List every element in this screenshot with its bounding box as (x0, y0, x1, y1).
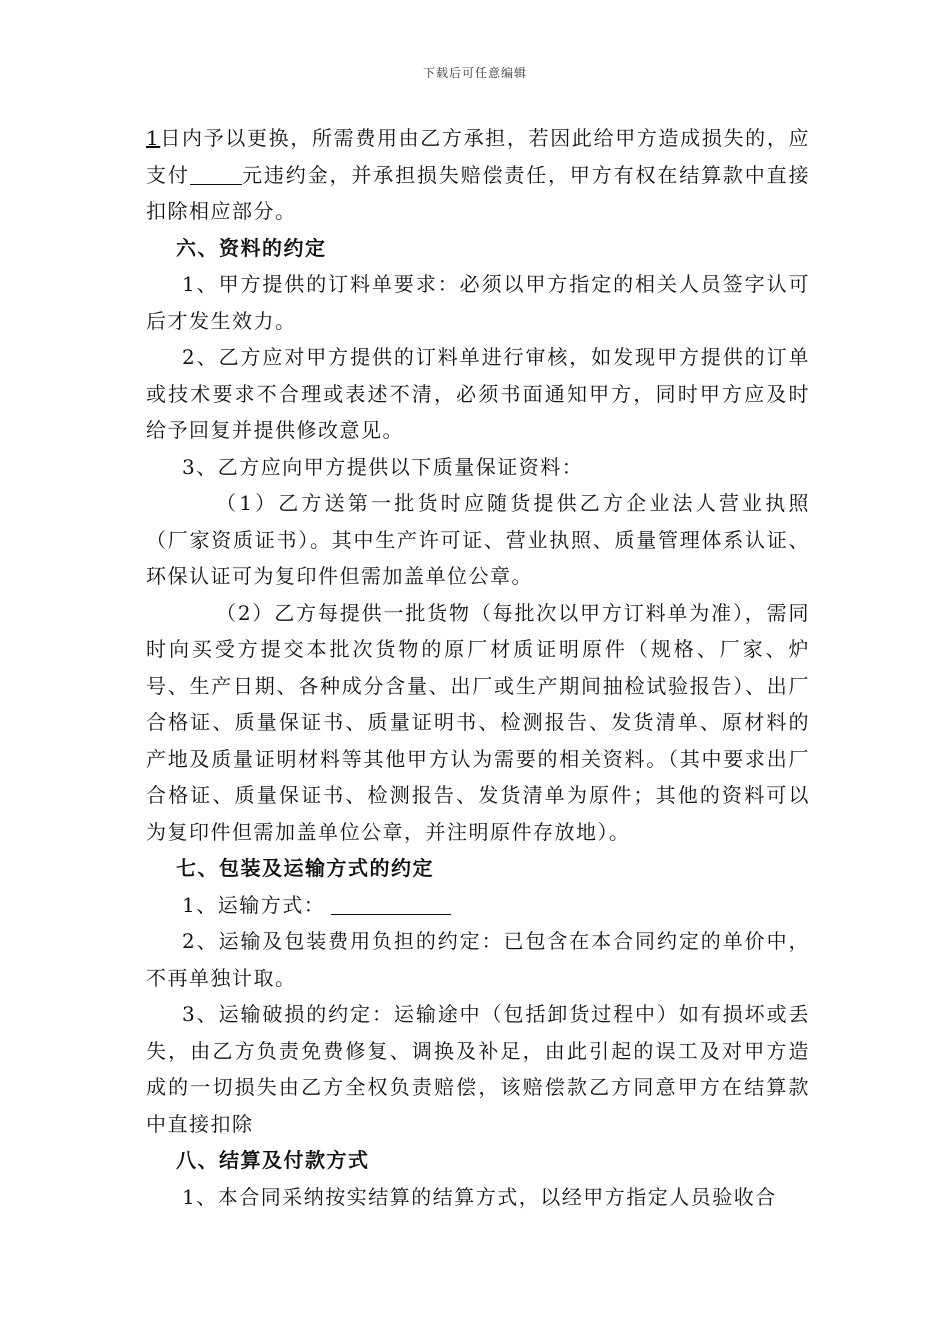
clause-7-1 (146, 887, 810, 924)
clause-7-3: 3、运输破损的约定：运输途中（包括卸货过程中）如有损坏或丢失，由乙方负责免费修复、调换及补足，由此引起的误工及对甲方造成的一切损失由乙方全权负责赔偿，该赔偿款乙方同意甲方在结算款中直接扣除 (146, 1002, 810, 1136)
page-header: 下载后可任意编辑 (422, 66, 527, 80)
section-heading-documents: 六、资料的约定 (176, 235, 327, 260)
text-segment: 元违约金，并承担损失赔偿责任，甲方有权在结算款中直接扣除相应部分。 (146, 162, 811, 223)
clause-6-3-1: （1）乙方送第一批货时应随货提供乙方企业法人营业执照（厂家资质证书）。其中生产许可证、营业执照、质量管理体系认证、环保认证可为复印件但需加盖单位公章。 (146, 491, 810, 588)
text-segment: 日内予以更换，所需费用由乙方承担，若因此给甲方造成损失的，应支付 (146, 126, 810, 187)
clause-8-1: 1、本合同采纳按实结算的结算方式，以经甲方指定人员验收合 (182, 1184, 777, 1209)
section-heading-packaging-transport: 七、包装及运输方式的约定 (176, 856, 434, 880)
transport-method-blank (331, 894, 451, 915)
clause-6-1: 1、甲方提供的订料单要求：必须以甲方指定的相关人员签字认可后才发生效力。 (146, 272, 810, 333)
paragraph-replacement-terms (146, 120, 810, 230)
clause-6-3-2: （2）乙方每提供一批货物（每批次以甲方订料单为准），需同时向买受方提交本批次货物的原厂材质证明原件（规格、厂家、炉号、生产日期、各种成分含量、出厂或生产期间抽检试验报告）、出厂合格证、质量保证书、质量证明书、检测报告、发货清单、原材料的产地及质量证明材料等其他甲方认为需要的相关资料。（其中要求出厂合格证、质量保证书、检测报告、发货清单为原件；其他的资料可以为复印件但需加盖单位公章，并注明原件存放地）。 (146, 600, 810, 844)
days-value: 1 (146, 126, 161, 150)
document-body (146, 120, 810, 1215)
clause-7-2: 2、运输及包装费用负担的约定：已包含在本合同约定的单价中，不再单独计取。 (146, 929, 810, 990)
section-heading-settlement-payment: 八、结算及付款方式 (176, 1148, 370, 1172)
clause-6-3: 3、乙方应向甲方提供以下质量保证资料： (182, 454, 584, 479)
penalty-amount-blank (190, 164, 242, 185)
text-segment: 1、运输方式： (182, 892, 326, 917)
clause-6-2: 2、乙方应对甲方提供的订料单进行审核，如发现甲方提供的订单或技术要求不合理或表述不清，必须书面通知甲方，同时甲方应及时给予回复并提供修改意见。 (146, 345, 810, 442)
